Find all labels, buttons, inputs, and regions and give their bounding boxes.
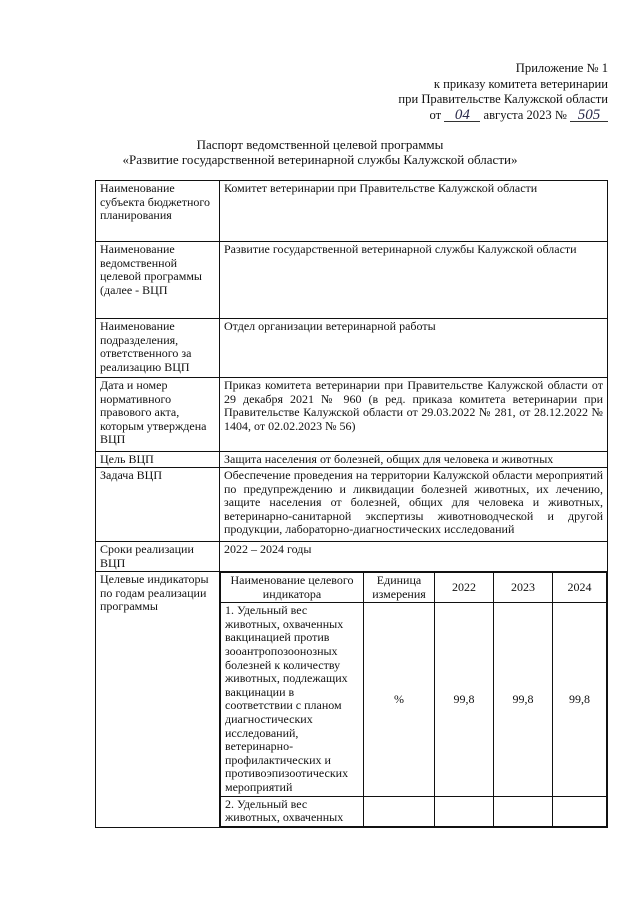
indicator-value-2024	[553, 796, 607, 826]
title-line-1: Паспорт ведомственной целевой программы	[196, 137, 444, 152]
row-period	[96, 542, 608, 572]
header-year-2022: 2022	[435, 573, 494, 603]
value-subject: Комитет ветеринарии при Правительстве Калужской области	[220, 181, 608, 242]
row-act	[96, 378, 608, 452]
header-year-2024: 2024	[553, 573, 607, 603]
row-program	[96, 242, 608, 319]
label-period: Сроки реализации ВЦП	[96, 542, 220, 572]
indicator-value-2024: 99,8	[553, 603, 607, 796]
row-department	[96, 319, 608, 378]
row-task	[96, 468, 608, 542]
value-period: 2022 – 2024 годы	[220, 542, 608, 572]
label-goal: Цель ВЦП	[96, 452, 220, 468]
indicator-row	[221, 796, 607, 826]
label-program: Наименование ведомственной целевой программы (далее - ВЦП	[96, 242, 220, 319]
indicator-value-2023	[494, 796, 553, 826]
label-subject: Наименование субъекта бюджетного планирования	[96, 181, 220, 242]
value-act: Приказ комитета ветеринарии при Правительстве Калужской области от 29 декабря 2021 № 960 (в ред. приказа комитета ветеринарии при Правительстве Калужской области от 29.03.2022 № 281, от 28.12.2022 № 1404, от 02.02.2023 № 56)	[220, 378, 608, 452]
label-indicators: Целевые индикаторы по годам реализации программы	[96, 572, 220, 828]
indicator-unit: %	[364, 603, 435, 796]
title-line-2: «Развитие государственной ветеринарной службы Калужской области»	[122, 152, 518, 167]
appendix-authority: при Правительстве Калужской области	[398, 92, 608, 107]
indicator-value-2023: 99,8	[494, 603, 553, 796]
row-indicators	[96, 572, 608, 828]
label-task: Задача ВЦП	[96, 468, 220, 542]
header-year-2023: 2023	[494, 573, 553, 603]
indicator-value-2022: 99,8	[435, 603, 494, 796]
appendix-number: Приложение № 1	[515, 61, 608, 75]
appendix-date-line	[398, 108, 608, 124]
header-indicator-name: Наименование целевого индикатора	[221, 573, 364, 603]
indicator-unit	[364, 796, 435, 826]
document-title	[0, 137, 640, 167]
label-department: Наименование подразделения, ответственного за реализацию ВЦП	[96, 319, 220, 378]
date-rest: августа 2023 №	[483, 107, 567, 122]
indicator-name: 1. Удельный вес животных, охваченных вакцинацией против зооантропозоонозных болезней к количеству животных, подлежащих вакцинации в соответствии с планом диагностических исследований, ветеринарно-профилактических и противоэпизоотических мероприятий	[221, 603, 364, 796]
row-goal	[96, 452, 608, 468]
label-act: Дата и номер нормативного правового акта, которым утверждена ВЦП	[96, 378, 220, 452]
appendix-header	[398, 61, 608, 123]
indicator-row	[221, 603, 607, 796]
indicator-value-2022	[435, 796, 494, 826]
value-program: Развитие государственной ветеринарной службы Калужской области	[220, 242, 608, 319]
value-task: Обеспечение проведения на территории Калужской области мероприятий по предупреждению и ликвидации болезней животных, их лечению, защите населения от болезней, общих для человека и животных, ветеринарно-санитарной экспертизы животноводческой и другой продукции, лабораторно-диагностических исследований	[220, 468, 608, 542]
handwritten-day: 04	[444, 108, 480, 124]
row-subject	[96, 181, 608, 242]
indicator-table	[220, 572, 607, 827]
indicator-header-row	[221, 573, 607, 603]
value-goal: Защита населения от болезней, общих для человека и животных	[220, 452, 608, 468]
indicator-name: 2. Удельный вес животных, охваченных	[221, 796, 364, 826]
value-department: Отдел организации ветеринарной работы	[220, 319, 608, 378]
passport-table	[95, 180, 608, 828]
appendix-order-ref: к приказу комитета ветеринарии	[433, 76, 608, 91]
indicators-cell	[220, 572, 608, 828]
handwritten-order-number: 505	[570, 108, 608, 124]
header-unit: Единица измерения	[364, 573, 435, 603]
date-prefix: от	[429, 107, 442, 122]
